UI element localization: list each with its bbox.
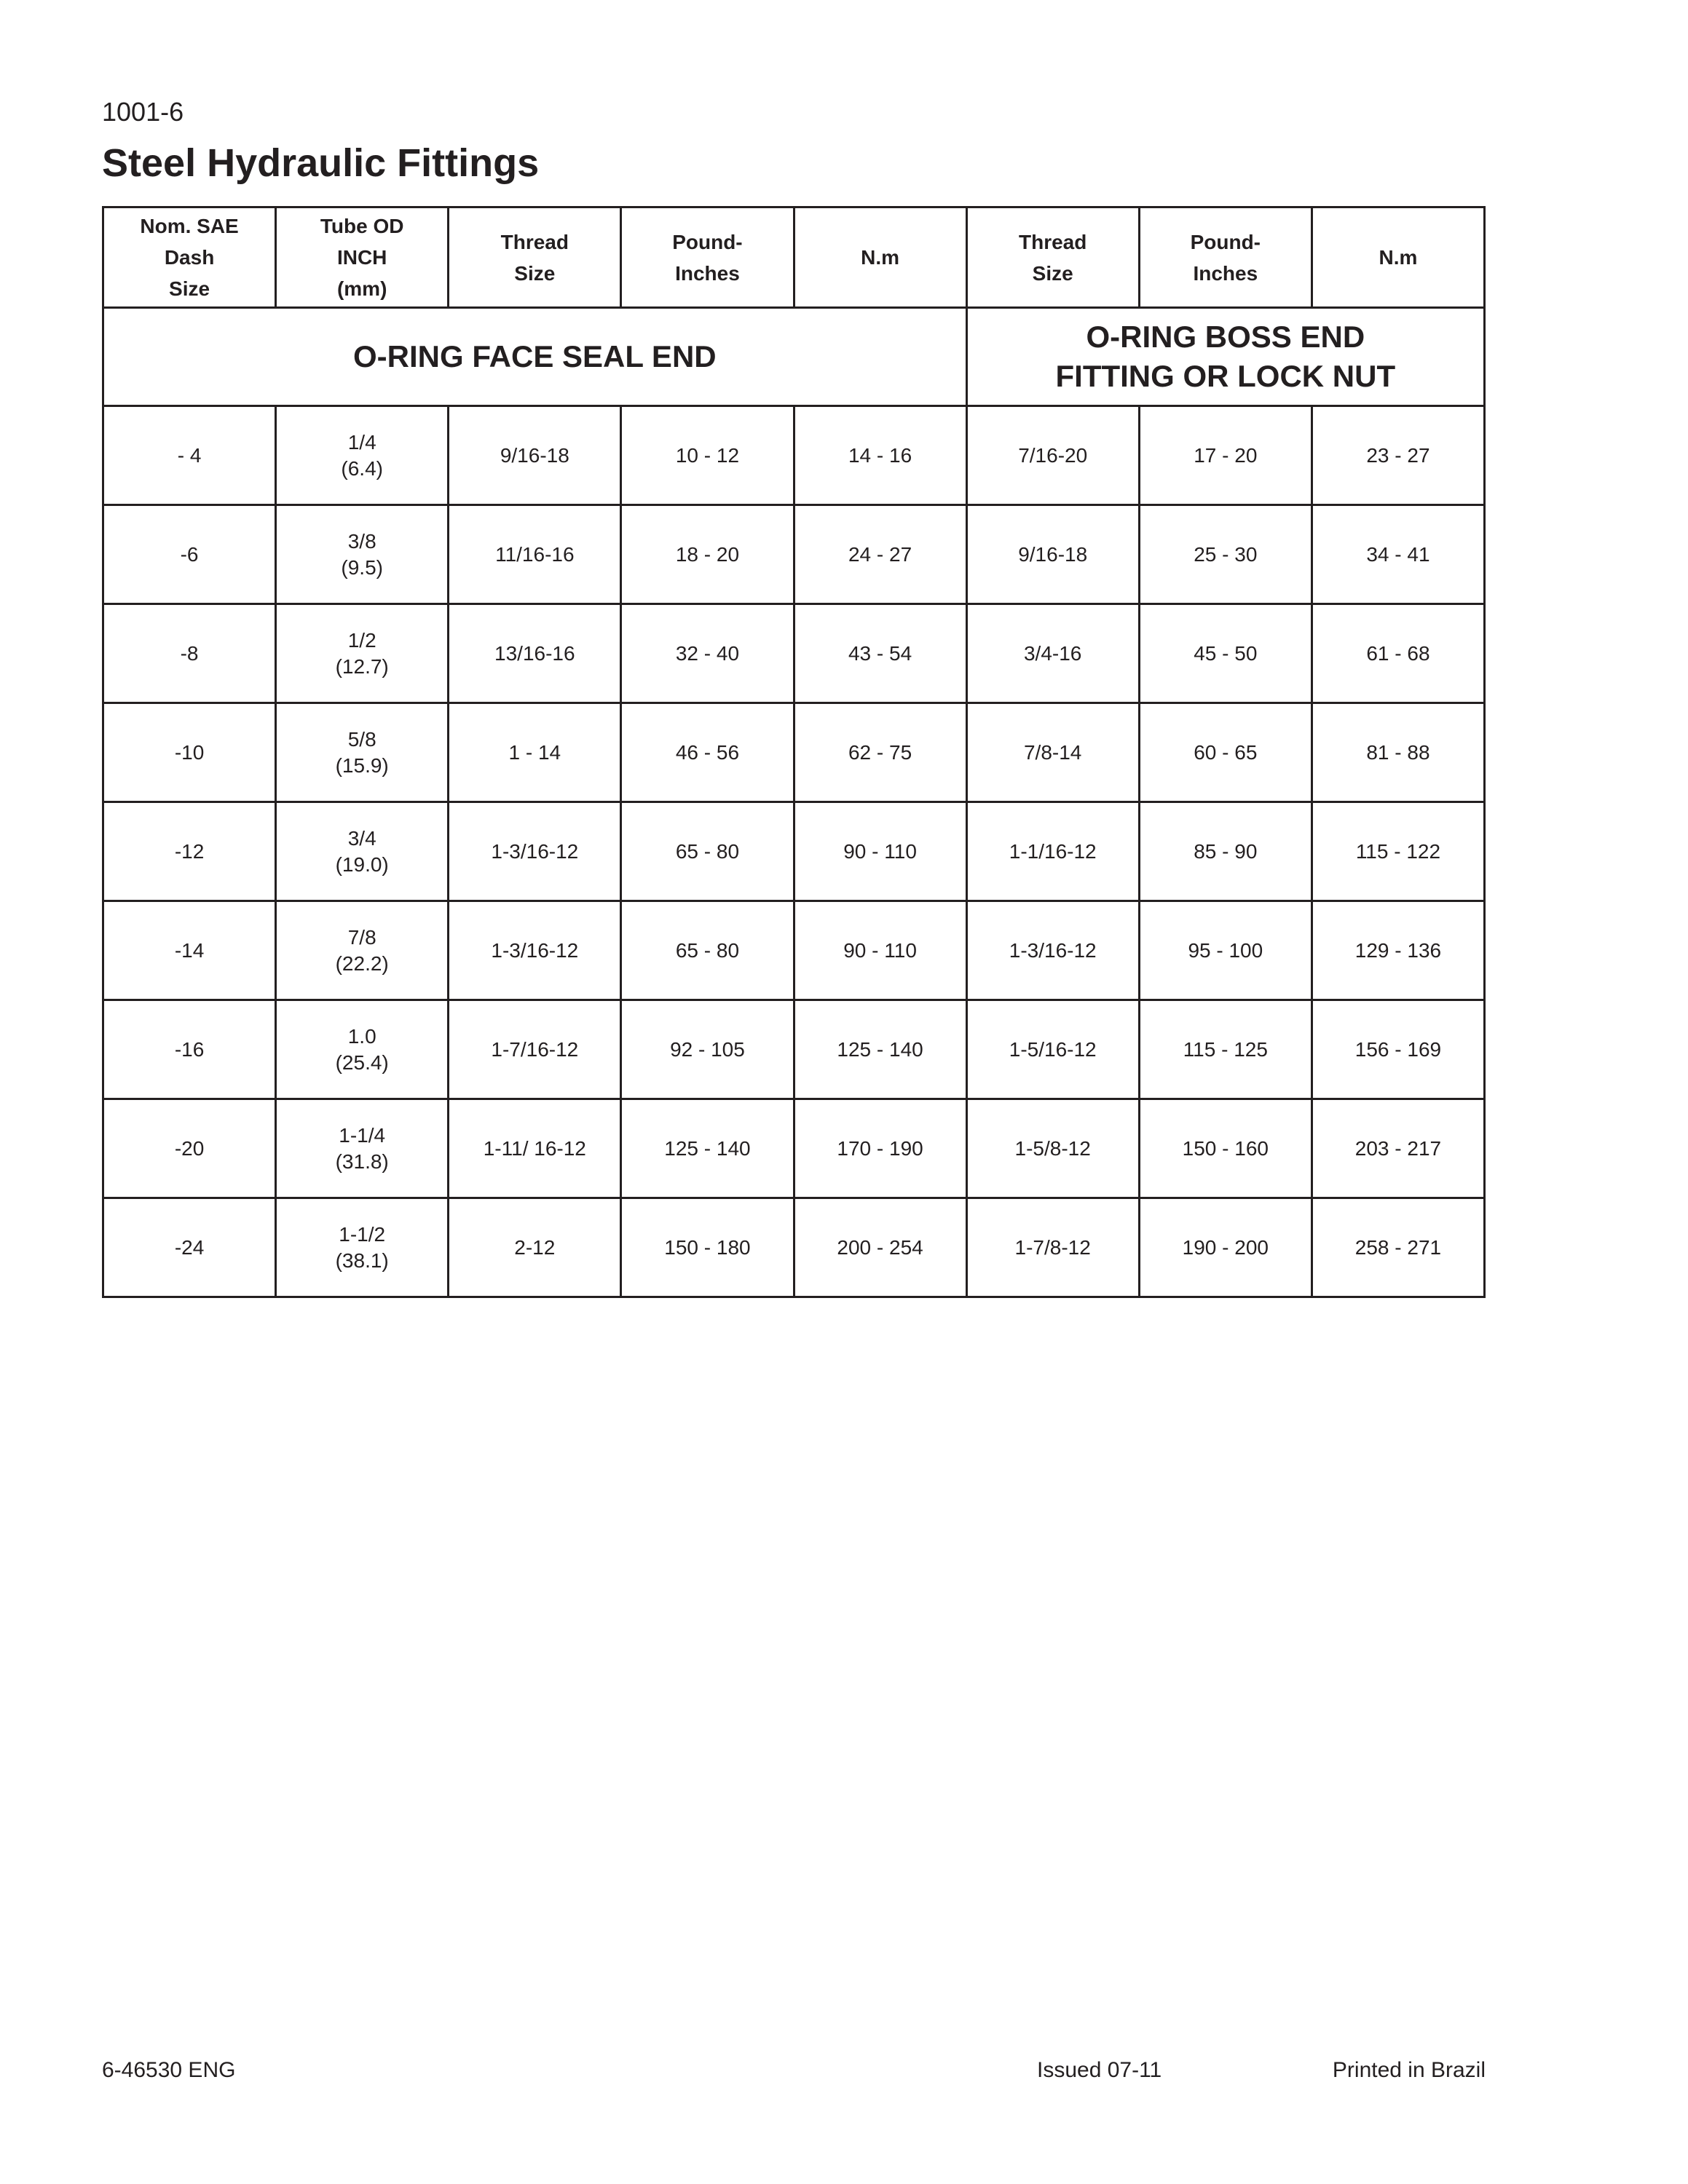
- tube-od-inch: 1.0: [347, 1024, 376, 1048]
- cell-dash-size: - 4: [103, 406, 276, 505]
- cell-boss-thread: 3/4-16: [966, 604, 1139, 703]
- header-line: Inches: [675, 261, 740, 285]
- cell-boss-thread: 1-5/16-12: [966, 1000, 1139, 1099]
- cell-boss-nm: 23 - 27: [1312, 406, 1484, 505]
- cell-tube-od: [276, 1198, 449, 1297]
- torque-table: [102, 206, 1486, 1298]
- header-tube-od: [276, 207, 449, 308]
- cell-tube-od: [276, 604, 449, 703]
- table-row: [103, 802, 1485, 901]
- tube-od-inch: 1-1/4: [339, 1123, 386, 1147]
- header-line: INCH: [336, 246, 387, 269]
- tube-od-mm: (6.4): [341, 456, 383, 480]
- cell-face-seal-pound-inches: 65 - 80: [621, 802, 794, 901]
- cell-face-seal-pound-inches: 46 - 56: [621, 703, 794, 802]
- tube-od-mm: (22.2): [335, 951, 389, 975]
- header-line: Size: [1032, 261, 1073, 285]
- header-line: N.m: [1379, 246, 1418, 269]
- cell-face-seal-nm: 14 - 16: [794, 406, 966, 505]
- cell-dash-size: -6: [103, 505, 276, 604]
- tube-od-mm: (25.4): [335, 1051, 389, 1074]
- table-body: [103, 406, 1485, 1297]
- table-row: [103, 505, 1485, 604]
- cell-tube-od: [276, 1099, 449, 1198]
- cell-face-seal-pound-inches: 65 - 80: [621, 901, 794, 1000]
- cell-face-seal-thread: 1-11/ 16-12: [449, 1099, 621, 1198]
- cell-tube-od: [276, 703, 449, 802]
- cell-boss-thread: 7/16-20: [966, 406, 1139, 505]
- table-row: [103, 901, 1485, 1000]
- tube-od-mm: (9.5): [341, 555, 383, 579]
- header-line: N.m: [861, 246, 900, 269]
- cell-boss-nm: 34 - 41: [1312, 505, 1484, 604]
- cell-dash-size: -14: [103, 901, 276, 1000]
- cell-face-seal-pound-inches: 10 - 12: [621, 406, 794, 505]
- cell-boss-thread: 1-7/8-12: [966, 1198, 1139, 1297]
- cell-face-seal-thread: 2-12: [449, 1198, 621, 1297]
- cell-face-seal-pound-inches: 92 - 105: [621, 1000, 794, 1099]
- header-face-seal-pound-inches: [621, 207, 794, 308]
- cell-boss-thread: 9/16-18: [966, 505, 1139, 604]
- cell-face-seal-thread: 1 - 14: [449, 703, 621, 802]
- cell-tube-od: [276, 505, 449, 604]
- cell-face-seal-thread: 1-3/16-12: [449, 901, 621, 1000]
- header-line: Size: [514, 261, 556, 285]
- cell-face-seal-nm: 125 - 140: [794, 1000, 966, 1099]
- tube-od-mm: (38.1): [335, 1249, 389, 1272]
- cell-dash-size: -24: [103, 1198, 276, 1297]
- section-boss-end: [966, 308, 1484, 406]
- cell-boss-pound-inches: 95 - 100: [1139, 901, 1312, 1000]
- cell-face-seal-nm: 170 - 190: [794, 1099, 966, 1198]
- section-line: O-RING BOSS END: [1086, 320, 1365, 354]
- cell-face-seal-thread: 1-3/16-12: [449, 802, 621, 901]
- header-face-seal-thread-size: [449, 207, 621, 308]
- table-row: [103, 604, 1485, 703]
- header-line: (mm): [336, 277, 387, 300]
- cell-boss-pound-inches: 150 - 160: [1139, 1099, 1312, 1198]
- table-row: [103, 406, 1485, 505]
- table-row: [103, 703, 1485, 802]
- section-face-seal-end: O-RING FACE SEAL END: [103, 308, 967, 406]
- cell-face-seal-nm: 200 - 254: [794, 1198, 966, 1297]
- cell-boss-thread: 7/8-14: [966, 703, 1139, 802]
- cell-boss-nm: 81 - 88: [1312, 703, 1484, 802]
- cell-boss-pound-inches: 17 - 20: [1139, 406, 1312, 505]
- cell-boss-thread: 1-3/16-12: [966, 901, 1139, 1000]
- cell-face-seal-pound-inches: 150 - 180: [621, 1198, 794, 1297]
- cell-face-seal-nm: 62 - 75: [794, 703, 966, 802]
- cell-face-seal-thread: 1-7/16-12: [449, 1000, 621, 1099]
- cell-boss-pound-inches: 25 - 30: [1139, 505, 1312, 604]
- header-boss-nm: [1312, 207, 1484, 308]
- cell-boss-nm: 61 - 68: [1312, 604, 1484, 703]
- cell-face-seal-thread: 11/16-16: [449, 505, 621, 604]
- page-title: Steel Hydraulic Fittings: [102, 141, 540, 185]
- cell-boss-pound-inches: 190 - 200: [1139, 1198, 1312, 1297]
- cell-boss-pound-inches: 60 - 65: [1139, 703, 1312, 802]
- tube-od-inch: 1/2: [347, 628, 376, 652]
- cell-face-seal-pound-inches: 125 - 140: [621, 1099, 794, 1198]
- tube-od-mm: (19.0): [335, 852, 389, 876]
- table-row: [103, 1099, 1485, 1198]
- cell-face-seal-nm: 90 - 110: [794, 901, 966, 1000]
- header-boss-pound-inches: [1139, 207, 1312, 308]
- cell-boss-nm: 115 - 122: [1312, 802, 1484, 901]
- cell-face-seal-nm: 24 - 27: [794, 505, 966, 604]
- cell-dash-size: -8: [103, 604, 276, 703]
- cell-boss-nm: 156 - 169: [1312, 1000, 1484, 1099]
- tube-od-mm: (15.9): [335, 753, 389, 777]
- header-line: Pound-: [1190, 230, 1261, 253]
- cell-dash-size: -20: [103, 1099, 276, 1198]
- page-number: 1001-6: [102, 97, 184, 127]
- cell-boss-thread: 1-1/16-12: [966, 802, 1139, 901]
- cell-dash-size: -16: [103, 1000, 276, 1099]
- cell-face-seal-thread: 9/16-18: [449, 406, 621, 505]
- header-line: Nom. SAE: [140, 215, 239, 237]
- footer-issued-date: Issued 07-11: [1037, 2058, 1162, 2082]
- cell-boss-nm: 258 - 271: [1312, 1198, 1484, 1297]
- tube-od-inch: 3/4: [347, 826, 376, 850]
- cell-boss-nm: 129 - 136: [1312, 901, 1484, 1000]
- cell-dash-size: -12: [103, 802, 276, 901]
- header-line: Tube OD: [320, 215, 404, 237]
- cell-tube-od: [276, 406, 449, 505]
- cell-face-seal-nm: 43 - 54: [794, 604, 966, 703]
- tube-od-inch: 5/8: [347, 727, 376, 751]
- table-row: [103, 1000, 1485, 1099]
- cell-tube-od: [276, 1000, 449, 1099]
- footer-doc-number: 6-46530 ENG: [102, 2058, 236, 2082]
- tube-od-inch: 1/4: [347, 430, 376, 454]
- header-line: Dash: [164, 246, 215, 269]
- cell-boss-nm: 203 - 217: [1312, 1099, 1484, 1198]
- cell-boss-pound-inches: 85 - 90: [1139, 802, 1312, 901]
- cell-boss-thread: 1-5/8-12: [966, 1099, 1139, 1198]
- cell-face-seal-pound-inches: 32 - 40: [621, 604, 794, 703]
- header-line: Size: [169, 277, 210, 300]
- column-header-row: [103, 207, 1485, 308]
- tube-od-mm: (12.7): [335, 654, 389, 678]
- cell-face-seal-nm: 90 - 110: [794, 802, 966, 901]
- tube-od-inch: 3/8: [347, 529, 376, 553]
- cell-tube-od: [276, 901, 449, 1000]
- header-line: Thread: [1019, 230, 1087, 253]
- section-line: FITTING OR LOCK NUT: [1055, 359, 1396, 393]
- cell-tube-od: [276, 802, 449, 901]
- cell-face-seal-thread: 13/16-16: [449, 604, 621, 703]
- cell-face-seal-pound-inches: 18 - 20: [621, 505, 794, 604]
- section-header-row: [103, 308, 1485, 406]
- header-face-seal-nm: [794, 207, 966, 308]
- cell-boss-pound-inches: 115 - 125: [1139, 1000, 1312, 1099]
- tube-od-inch: 1-1/2: [339, 1222, 386, 1246]
- header-line: Thread: [500, 230, 569, 253]
- footer-printed-in: Printed in Brazil: [1332, 2058, 1486, 2082]
- header-line: Pound-: [672, 230, 743, 253]
- tube-od-mm: (31.8): [335, 1150, 389, 1173]
- table-row: [103, 1198, 1485, 1297]
- tube-od-inch: 7/8: [347, 925, 376, 949]
- header-nom-sae-dash-size: [103, 207, 276, 308]
- cell-dash-size: -10: [103, 703, 276, 802]
- header-line: Inches: [1193, 261, 1258, 285]
- cell-boss-pound-inches: 45 - 50: [1139, 604, 1312, 703]
- header-boss-thread-size: [966, 207, 1139, 308]
